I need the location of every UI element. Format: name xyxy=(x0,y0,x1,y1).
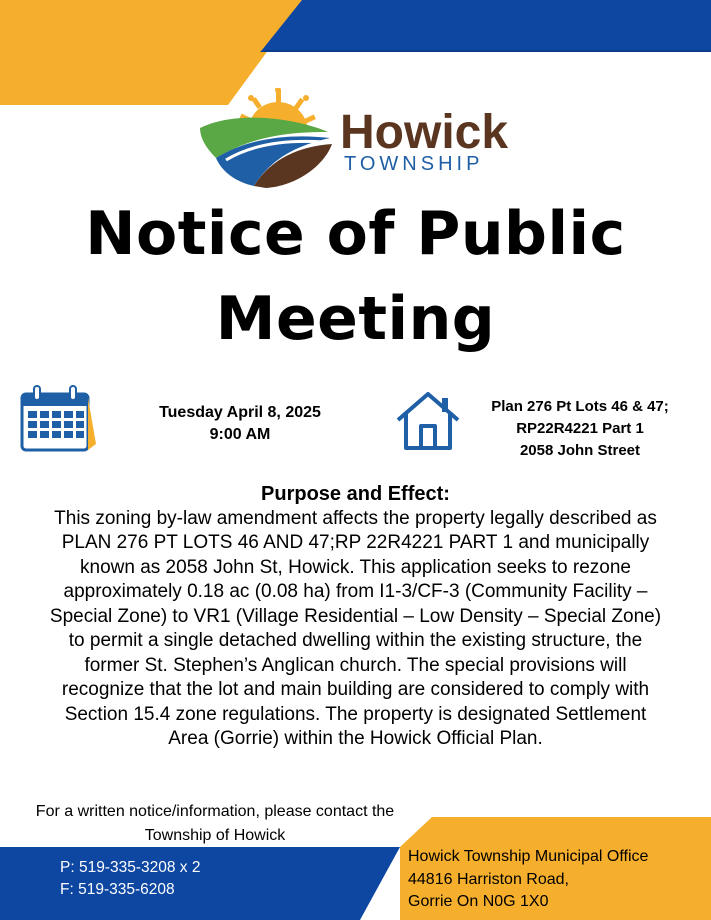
contact-note xyxy=(10,800,420,848)
property-line-2: RP22R4221 Part 1 xyxy=(516,420,644,437)
phone-block xyxy=(60,857,320,901)
top-right-blue-shape xyxy=(262,0,711,50)
property-line-3: 2058 John Street xyxy=(519,442,641,459)
purpose-line: PLAN 276 PT LOTS 46 AND 47;RP 22R4221 PART 1 and municipally xyxy=(61,532,650,553)
meeting-time: 9:00 AM xyxy=(209,426,271,443)
purpose-section xyxy=(20,482,691,752)
purpose-line: Area (Gorrie) within the Howick Official Plan. xyxy=(168,728,543,749)
purpose-line: recognize that the lot and main building are considered to comply with xyxy=(61,679,650,700)
purpose-line: Section 15.4 zone regulations. The property is designated Settlement xyxy=(64,703,647,725)
purpose-line: approximately 0.18 ac (0.08 ha) from I1-3/CF-3 (Community Facility – xyxy=(63,581,648,602)
office-address xyxy=(408,846,708,914)
page-title-line-1: Notice of Public xyxy=(85,199,626,269)
purpose-line: This zoning by-law amendment affects the property legally described as xyxy=(54,507,657,529)
purpose-heading: Purpose and Effect: xyxy=(261,483,450,505)
fax-number: F: 519-335-6208 xyxy=(60,881,175,898)
contact-line-1: For a written notice/information, please contact the xyxy=(35,803,395,820)
howick-logo-emblem xyxy=(196,88,336,190)
top-decoration xyxy=(0,0,711,110)
purpose-line: known as 2058 John St, Howick. This application seeks to rezone xyxy=(80,556,631,578)
logo-wordmark: Howick xyxy=(340,106,509,159)
phone-number: P: 519-335-3208 x 2 xyxy=(60,859,201,876)
office-name: Howick Township Municipal Office xyxy=(408,848,649,865)
purpose-line: to permit a single detached dwelling within the existing structure, the xyxy=(68,630,643,651)
property-line-1: Plan 276 Pt Lots 46 & 47; xyxy=(491,398,669,415)
logo-subtitle: TOWNSHIP xyxy=(344,153,484,175)
page-title-line-2: Meeting xyxy=(215,284,496,354)
purpose-line: Special Zone) to VR1 (Village Residential – Low Density – Special Zone) xyxy=(49,605,662,627)
calendar-icon xyxy=(20,384,100,456)
office-city: Gorrie On N0G 1X0 xyxy=(408,893,549,910)
office-street: 44816 Harriston Road, xyxy=(408,870,569,888)
purpose-line: former St. Stephen’s Anglican church. The special provisions will xyxy=(84,654,627,676)
meeting-date: Tuesday April 8, 2025 xyxy=(159,404,321,421)
house-icon xyxy=(394,390,462,452)
top-right-blue-lip xyxy=(260,50,711,52)
contact-line-2: Township of Howick xyxy=(144,827,286,844)
